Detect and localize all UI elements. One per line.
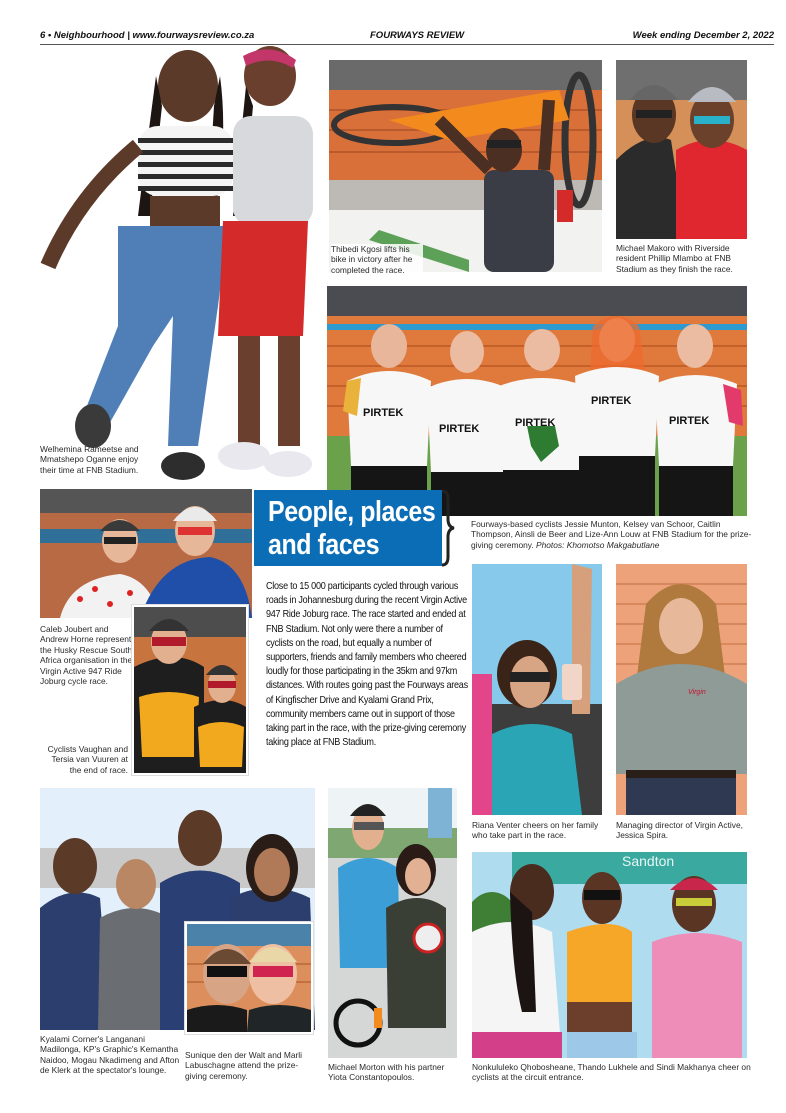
- svg-text:PIRTEK: PIRTEK: [439, 423, 480, 435]
- photo-sunique-marli: [185, 922, 313, 1034]
- svg-text:PIRTEK: PIRTEK: [669, 415, 710, 427]
- photo-michael-morton: [328, 788, 457, 1058]
- two-cyclists-illustration: [616, 60, 747, 239]
- team-cyclists-illustration: [327, 286, 747, 516]
- people-cutout-illustration: [38, 46, 318, 486]
- husky-cyclists-illustration: [40, 489, 252, 618]
- page-header: [40, 30, 774, 44]
- couple-bike-illustration: [328, 788, 457, 1058]
- section-label: 6 • Neighbourhood | www.fourwaysreview.co.za: [40, 30, 255, 41]
- caption-kyalami: Kyalami Corner's Langanani Madilonga, KP's Graphic's Kemantha Naidoo, Mogau Nkadimeng and Afton de Klerk at the spectator's lounge.: [40, 1034, 180, 1076]
- caption-pirtek: [471, 519, 761, 550]
- photo-michael-makoro: [616, 60, 747, 239]
- caption-vuuren: Cyclists Vaughan and Tersia van Vuuren at the end of race.: [47, 744, 128, 775]
- caption-makoro: Michael Makoro with Riverside resident Phillip Mlambo at FNB Stadium as they finish the race.: [616, 243, 733, 274]
- photo-thibedi-kgosi: [329, 60, 602, 272]
- issue-date: Week ending December 2, 2022: [632, 30, 774, 41]
- photo-nonkululeko-group: [472, 852, 747, 1058]
- photo-jessica-spira: [616, 564, 747, 815]
- photo-welhemina-mmatshepo: [38, 46, 318, 486]
- svg-text:PIRTEK: PIRTEK: [363, 407, 404, 419]
- photo-pirtek-cyclists: [327, 286, 747, 516]
- caption-morton: Michael Morton with his partner Yiota Constantopoulos.: [328, 1062, 445, 1083]
- two-women-sunglasses-illustration: [187, 924, 311, 1032]
- caption-riana: Riana Venter cheers on her family who take part in the race.: [472, 820, 599, 841]
- article-body: Close to 15 000 participants cycled through various roads in Johannesburg during the recent Virgin Active 947 Ride Joburg race. The race started and ended at FNB Stadium. Not only were there a number of cyclists on the road, but equally a number of supporters, friends and family members who cheered loudly for those participating in the 35km and 97km distances. With routes going past the Fourways areas of Kingfischer Drive and Kyalami Grand Prix, community members came out in support of those taking part in the race, with the prize-giving ceremony taking place at FNB Stadium.: [266, 581, 468, 749]
- three-women-sign-illustration: [472, 852, 747, 1058]
- couple-cyclists-illustration: [134, 607, 246, 773]
- svg-text:PIRTEK: PIRTEK: [591, 395, 632, 407]
- woman-phone-illustration: [472, 564, 602, 815]
- headline: [268, 496, 449, 562]
- caption-thibedi: Thibedi Kgosi lifts his bike in victory after he completed the race.: [331, 244, 423, 275]
- sign-text: Sandton: [622, 853, 675, 869]
- caption-spira: Managing director of Virgin Active, Jessica Spira.: [616, 820, 743, 841]
- caption-nonkululeko: Nonkululeko Qhobosheane, Thando Lukhele and Sindi Makhanya cheer on cyclists at the circuit entrance.: [472, 1062, 751, 1083]
- stadium-bike-illustration: [329, 60, 602, 272]
- headline-box: [254, 490, 442, 566]
- photo-van-vuuren: [132, 605, 248, 775]
- headline-line-2: and faces: [268, 529, 380, 561]
- photo-riana-venter: [472, 564, 602, 815]
- caption-pirtek-text: Fourways-based cyclists Jessie Munton, Kelsey van Schoor, Caitlin Thompson, Ainsli de Beer and Lize-Ann Louw at FNB Stadium for the prize-giving ceremony.: [471, 519, 752, 550]
- caption-sunique: Sunique den der Walt and Marli Labuschagne attend the prize-giving ceremony.: [185, 1050, 303, 1081]
- curly-brace-decoration: [440, 489, 456, 567]
- caption-caleb: Caleb Joubert and Andrew Horne represent the Husky Rescue South Africa organisation in the Virgin Active 947 Ride Joburg cycle race.: [40, 624, 133, 687]
- caption-welhemina: Welhemina Rameetse and Mmatshepo Oganne enjoy their time at FNB Stadium.: [40, 444, 139, 475]
- headline-line-1: People, places: [268, 496, 436, 528]
- photo-credit: Photos: Khomotso Makgabutlane: [536, 539, 660, 550]
- photo-caleb-andrew: [40, 489, 252, 618]
- svg-text:Virgin: Virgin: [688, 689, 706, 696]
- svg-text:PIRTEK: PIRTEK: [515, 417, 556, 429]
- header-divider: [40, 44, 774, 45]
- woman-polo-illustration: [616, 564, 747, 815]
- publication-name: FOURWAYS REVIEW: [370, 30, 465, 41]
